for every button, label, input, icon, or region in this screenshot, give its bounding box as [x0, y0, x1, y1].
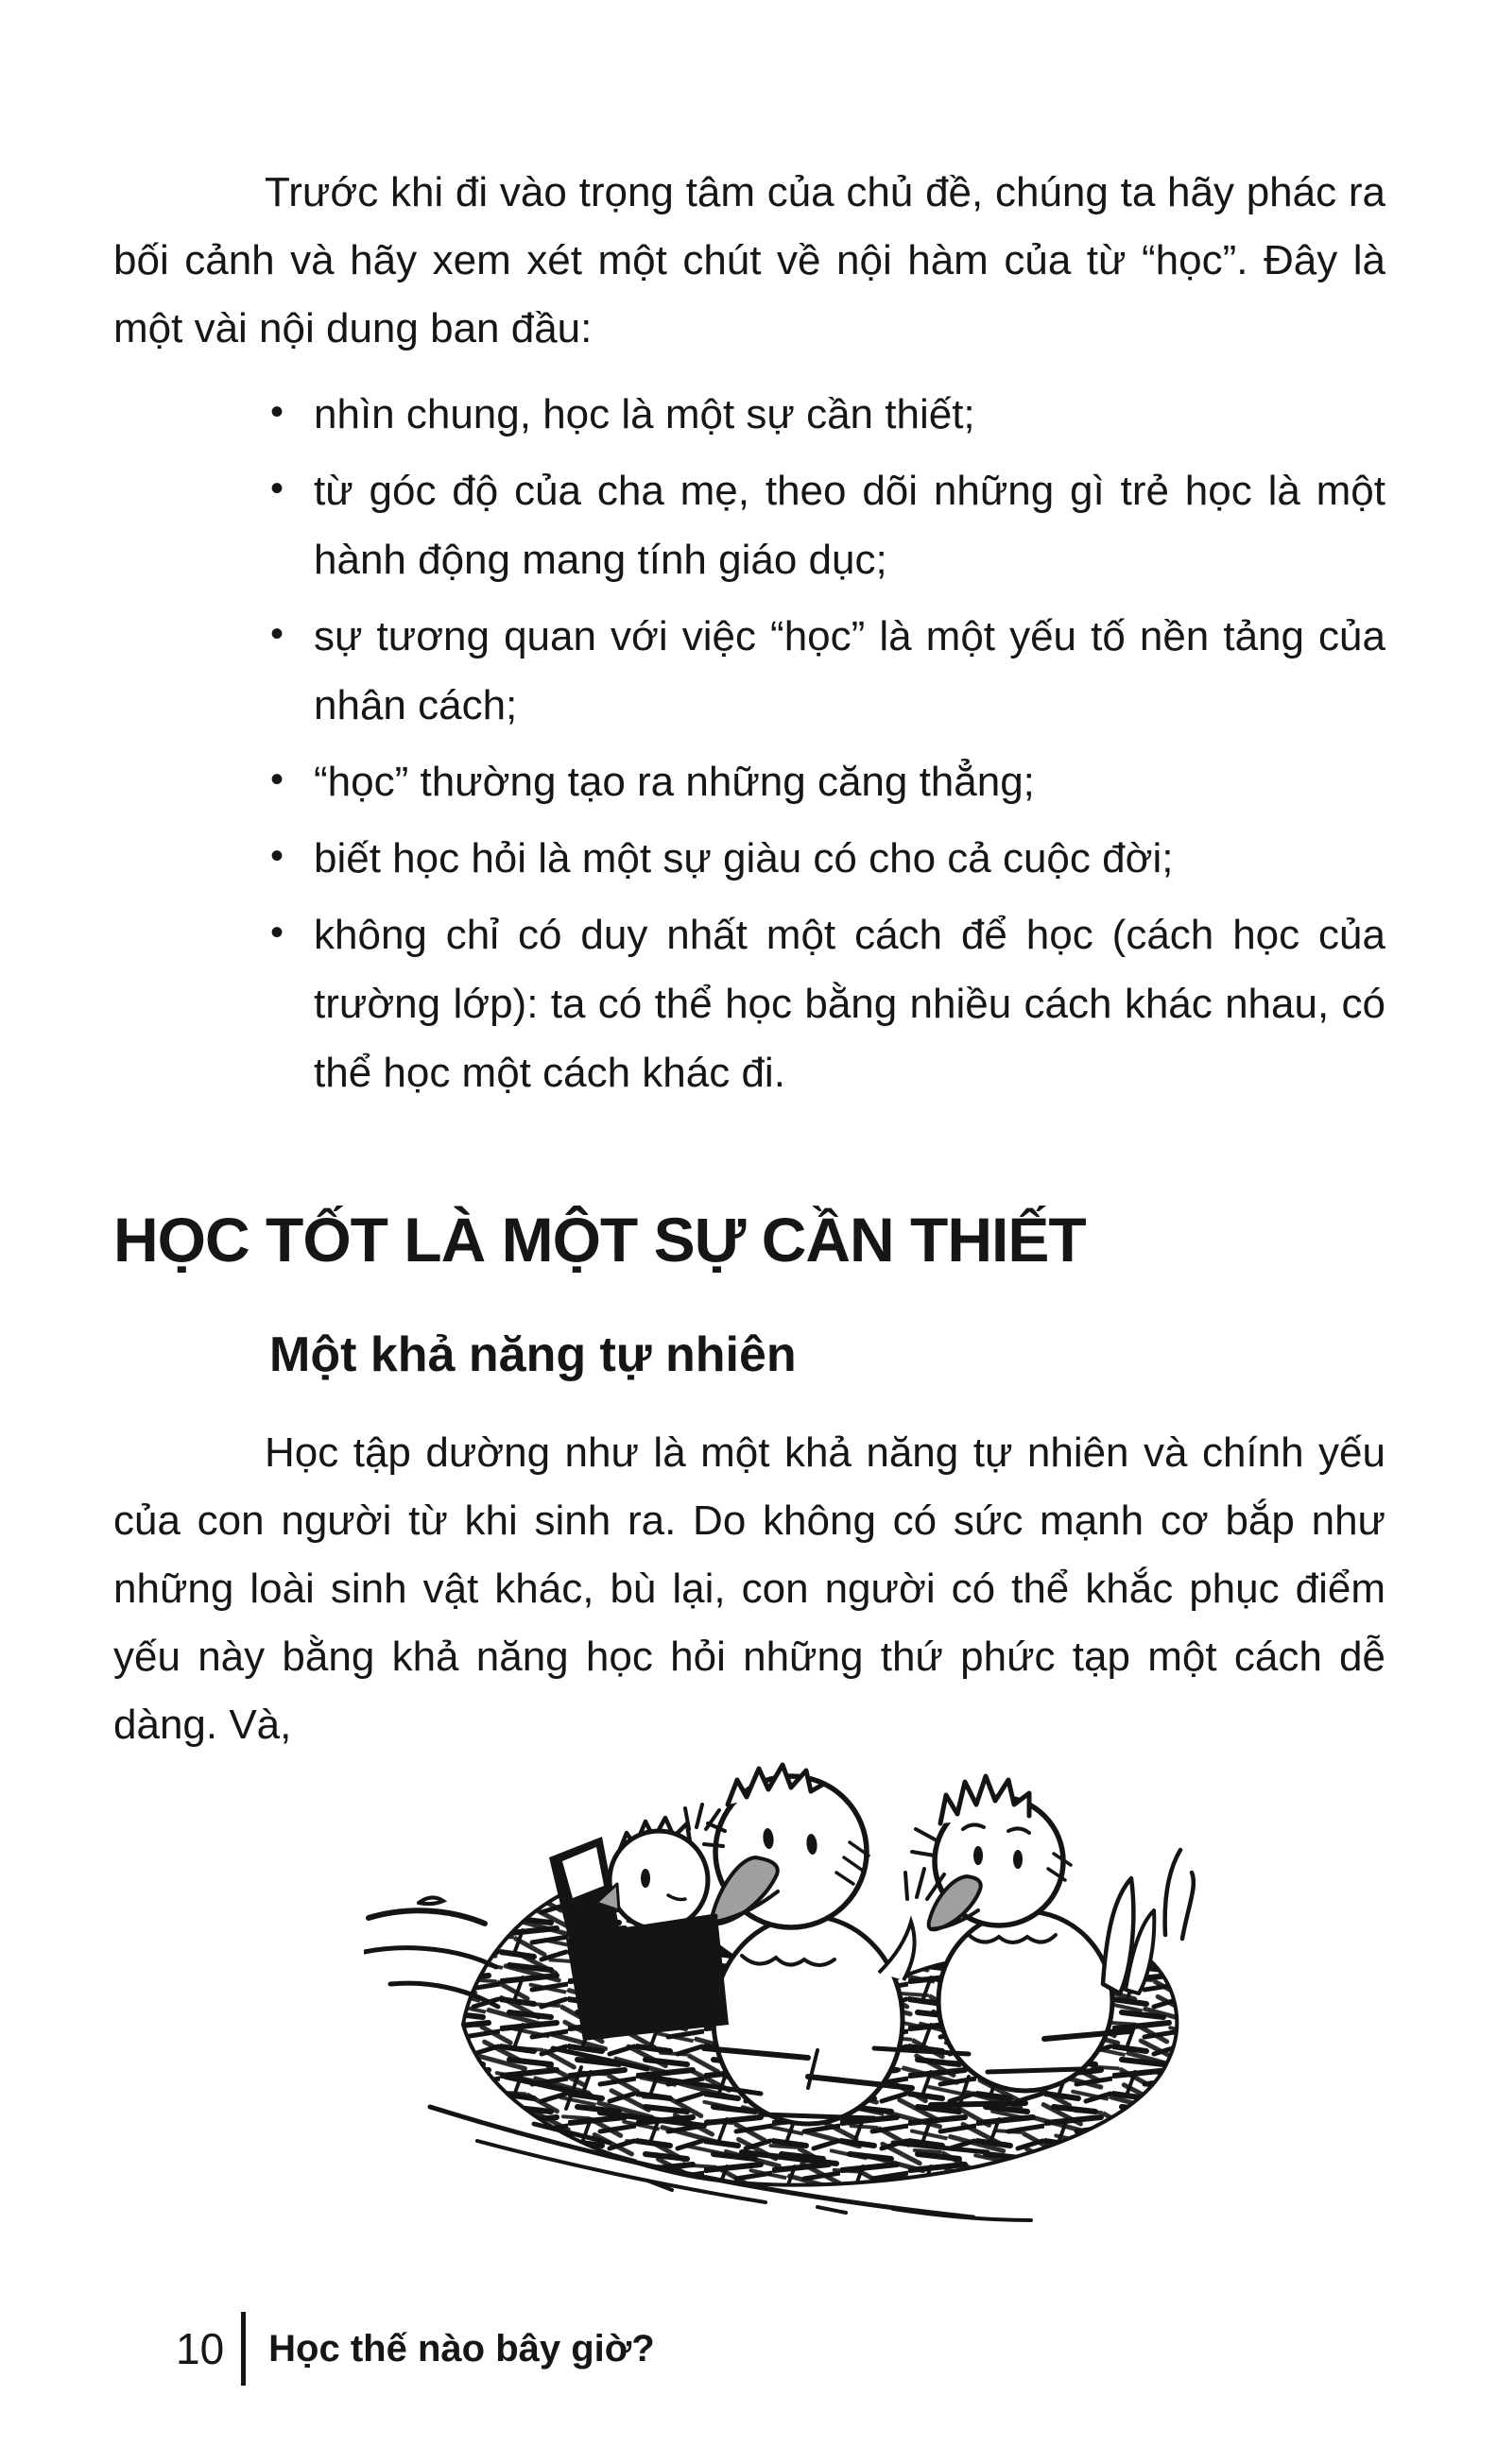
footer-divider [241, 2312, 246, 2386]
list-item: • từ góc độ của cha mẹ, theo dõi những gì trẻ học là một hành động mang tính giáo dục; [314, 456, 1385, 594]
subsection-heading: Một khả năng tự nhiên [269, 1327, 797, 1382]
list-item: • sự tương quan với việc “học” là một yếu tố nền tảng của nhân cách; [314, 602, 1385, 740]
list-item: • không chỉ có duy nhất một cách để học (cách học của trường lớp): ta có thể học bằng nhiều cách khác nhau, có thể học một cách khác đi. [314, 900, 1385, 1107]
list-item: • biết học hỏi là một sự giàu có cho cả cuộc đời; [314, 824, 1385, 893]
page-number: 10 [176, 2324, 225, 2373]
list-item: • “học” thường tạo ra những căng thẳng; [314, 747, 1385, 816]
body-paragraph: Học tập dường như là một khả năng tự nhiên và chính yếu của con người từ khi sinh ra. Do không có sức mạnh cơ bắp như những loài sinh vật khác, bù lại, con người có thể khắc phục điểm yếu này bằng khả năng học hỏi những thứ phức tạp một cách dễ dàng. Và, [113, 1429, 1385, 1748]
page-footer [176, 2311, 655, 2387]
section-heading: HỌC TỐT LÀ MỘT SỰ CẦN THIẾT [113, 1205, 1086, 1275]
chick-middle [704, 1765, 915, 2124]
list-item: • nhìn chung, học là một sự cần thiết; [314, 380, 1385, 449]
footer-book-title: Học thế nào bây giờ? [268, 2328, 655, 2370]
nest-illustration [364, 1737, 1196, 2233]
bullet-list [113, 380, 1385, 1115]
intro-paragraph: Trước khi đi vào trọng tâm của chủ đề, chúng ta hãy phác ra bối cảnh và hãy xem xét một chút về nội hàm của từ “học”. Đây là một vài nội dung ban đầu: [113, 169, 1385, 351]
